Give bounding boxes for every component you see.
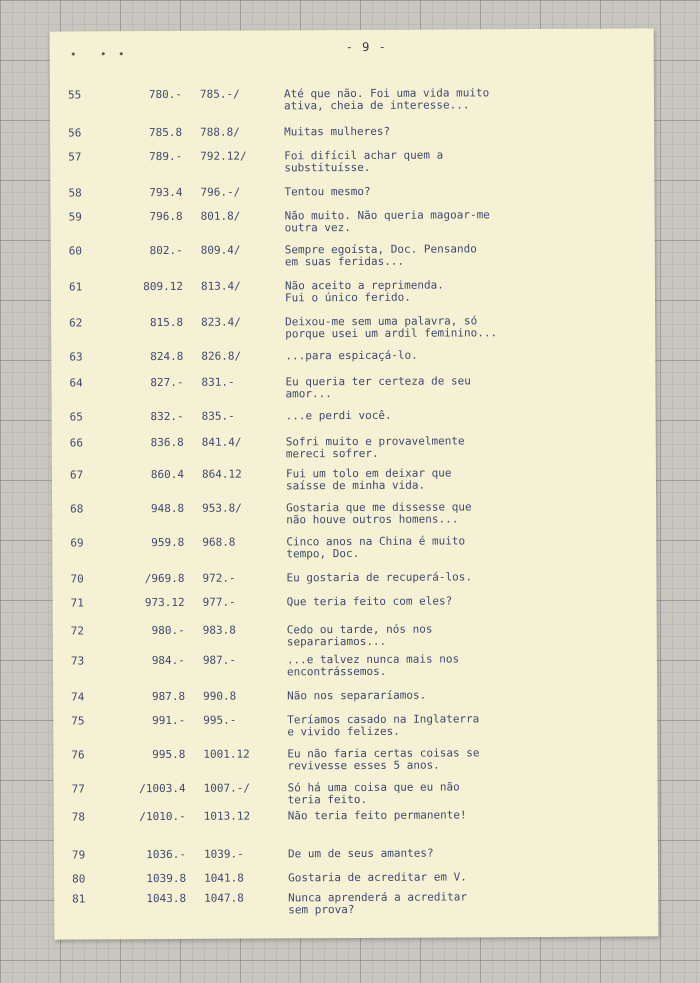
typed-page	[50, 28, 659, 939]
row-number: 76	[71, 748, 85, 762]
subtitle-text: Cedo ou tarde, nós nos separariamos...	[286, 622, 433, 649]
timecode-out: 785.-/	[199, 87, 240, 101]
subtitle-row	[54, 808, 658, 824]
timecode-out: 788.8/	[200, 125, 240, 139]
timecode-in: 995.8	[152, 747, 186, 762]
timecode-out: 987.-	[202, 653, 237, 667]
subtitle-row	[53, 594, 657, 610]
subtitle-text: ...e perdi você.	[285, 408, 392, 423]
timecode-out: 990.8	[203, 689, 237, 703]
subtitle-row	[50, 124, 654, 140]
timecode-out: 813.4/	[200, 279, 241, 293]
timecode-out: 968.8	[202, 535, 236, 549]
timecode-out: 953.8/	[202, 501, 242, 515]
subtitle-row	[52, 434, 656, 461]
subtitle-row	[52, 408, 656, 424]
subtitle-text: Gostaria de acreditar em V.	[288, 870, 467, 885]
row-number: 55	[67, 88, 82, 102]
timecode-out: 796.-/	[200, 185, 241, 199]
row-number: 81	[72, 892, 86, 906]
subtitle-row	[54, 846, 658, 862]
timecode-out: 823.4/	[201, 315, 241, 329]
subtitle-row	[54, 870, 658, 886]
punch-dot	[120, 52, 123, 55]
row-number: 78	[71, 810, 86, 824]
subtitle-row	[51, 242, 655, 269]
row-number: 69	[70, 536, 84, 550]
timecode-in: 987.8	[151, 689, 186, 704]
timecode-out: 1041.8	[204, 871, 244, 885]
subtitle-text: Só há uma coisa que eu não teria feito.	[287, 780, 460, 807]
timecode-out: 835.-	[201, 409, 235, 423]
timecode-out: 809.4/	[200, 243, 241, 257]
row-number: 75	[71, 714, 85, 728]
row-number: 67	[69, 468, 84, 482]
timecode-in: 991.-	[152, 713, 186, 728]
timecode-in: 827.-	[150, 375, 184, 390]
timecode-out: 977.-	[202, 595, 236, 609]
timecode-in: 809.12	[143, 279, 183, 294]
row-number: 58	[68, 186, 82, 200]
subtitle-text: Não nos separaríamos.	[287, 688, 427, 703]
subtitle-text: Não muito. Não queria magoar-me outra vez.	[284, 208, 490, 235]
row-number: 60	[68, 244, 83, 258]
subtitle-row	[53, 746, 657, 773]
subtitle-text: Deixou-me sem uma palavra, só porque usei um ardil feminino...	[285, 314, 498, 341]
subtitle-row	[52, 466, 656, 493]
row-number: 64	[69, 376, 83, 390]
punch-dot	[102, 52, 105, 55]
timecode-out: 1001.12	[203, 747, 250, 761]
timecode-out: 995.-	[203, 713, 237, 727]
subtitle-row	[51, 208, 655, 235]
row-number: 62	[69, 316, 83, 330]
row-number: 66	[69, 436, 84, 450]
timecode-in: 815.8	[149, 315, 184, 330]
timecode-in: /1010.-	[139, 809, 186, 824]
subtitle-row	[52, 534, 656, 561]
subtitle-row	[52, 500, 656, 527]
timecode-in: 1043.8	[146, 891, 187, 906]
subtitle-row	[54, 780, 658, 807]
subtitle-text: Fui um tolo em deixar que saísse de minha vida.	[285, 466, 452, 493]
subtitle-row	[51, 278, 655, 305]
subtitle-text: Que teria feito com eles?	[286, 594, 453, 609]
subtitle-row	[53, 688, 657, 704]
row-number: 70	[70, 572, 84, 586]
timecode-in: /1003.4	[139, 781, 186, 796]
subtitle-row	[53, 712, 657, 739]
subtitle-text: Muitas mulheres?	[284, 124, 391, 139]
timecode-in: 984.-	[151, 653, 185, 668]
subtitle-text: De um de seus amantes?	[287, 846, 434, 861]
subtitle-text: Sempre egoísta, Doc. Pensando em suas feridas...	[284, 242, 477, 269]
subtitle-list	[50, 28, 654, 917]
punch-dot	[72, 52, 75, 55]
row-number: 71	[70, 596, 84, 610]
row-number: 61	[68, 280, 83, 294]
subtitle-text: Eu gostaria de recuperá-los.	[286, 570, 472, 585]
subtitle-text: Gostaria que me dissesse que não houve outros homens...	[286, 500, 472, 527]
subtitle-row	[52, 570, 656, 586]
subtitle-row	[50, 148, 654, 175]
row-number: 59	[68, 210, 82, 224]
timecode-in: 832.-	[150, 409, 184, 424]
timecode-in: 789.-	[149, 149, 183, 164]
timecode-in: 980.-	[151, 623, 185, 638]
subtitle-text: ...e talvez nunca mais nos encontrássemos.	[286, 652, 460, 679]
row-number: 79	[71, 848, 86, 862]
row-number: 74	[71, 690, 85, 704]
timecode-out: 983.8	[202, 623, 236, 637]
subtitle-row	[53, 652, 657, 679]
row-number: 57	[68, 150, 82, 164]
timecode-in: 860.4	[150, 467, 184, 482]
timecode-out: 864.12	[201, 467, 242, 481]
subtitle-row	[50, 86, 654, 113]
timecode-in: 959.8	[151, 535, 185, 550]
timecode-out: 972.-	[202, 571, 236, 585]
row-number: 65	[69, 410, 83, 424]
timecode-out: 826.8/	[201, 349, 242, 363]
row-number: 73	[70, 654, 85, 668]
subtitle-row	[50, 184, 654, 200]
row-number: 63	[69, 350, 83, 364]
timecode-out: 1047.8	[204, 891, 244, 905]
subtitle-text: Foi difícil achar quem a substituísse.	[284, 148, 444, 175]
timecode-out: 831.-	[201, 375, 235, 389]
row-number: 72	[70, 624, 85, 638]
subtitle-text: Tentou mesmo?	[284, 184, 371, 199]
timecode-in: 802.-	[149, 243, 183, 258]
timecode-out: 1007.-/	[203, 781, 250, 795]
timecode-in: 1036.-	[146, 847, 186, 862]
subtitle-text: Não teria feito permanente!	[287, 808, 467, 823]
timecode-out: 1013.12	[203, 809, 251, 823]
timecode-in: 1039.8	[146, 871, 187, 886]
subtitle-row	[54, 890, 658, 917]
timecode-in: 836.8	[150, 435, 184, 450]
subtitle-row	[53, 622, 657, 649]
subtitle-text: Eu queria ter certeza de seu amor...	[285, 374, 471, 401]
timecode-in: 948.8	[150, 501, 185, 516]
subtitle-text: Não aceito a reprimenda. Fui o único ferido.	[284, 278, 444, 305]
subtitle-row	[51, 348, 655, 364]
timecode-in: 793.4	[149, 185, 183, 200]
timecode-in: 973.12	[144, 595, 185, 610]
row-number: 77	[71, 782, 85, 796]
timecode-in: 824.8	[150, 349, 184, 364]
subtitle-text: Sofri muito e provavelmente mereci sofrer.	[285, 434, 465, 461]
row-number: 56	[68, 126, 82, 140]
subtitle-text: ...para espicaçá-lo.	[285, 348, 418, 363]
subtitle-row	[51, 314, 655, 341]
subtitle-text: Eu não faria certas coisas se revivesse esses 5 anos.	[287, 746, 480, 773]
timecode-in: 780.-	[148, 87, 182, 102]
row-number: 68	[70, 502, 84, 516]
timecode-out: 801.8/	[200, 209, 241, 223]
subtitle-text: Até que não. Foi uma vida muito ativa, cheia de interesse...	[283, 86, 490, 113]
page-number: - 9 -	[345, 39, 387, 55]
row-number: 80	[72, 872, 86, 886]
subtitle-text: Nunca aprenderá a acreditar sem prova?	[288, 890, 468, 917]
timecode-in: 796.8	[149, 209, 183, 224]
timecode-out: 841.4/	[201, 435, 242, 449]
subtitle-row	[51, 374, 655, 401]
timecode-out: 1039.-	[203, 847, 244, 861]
subtitle-text: Cinco anos na China é muito tempo, Doc.	[286, 534, 466, 561]
timecode-in: /969.8	[144, 571, 185, 586]
subtitle-text: Teríamos casado na Inglaterra e vivido felizes.	[287, 712, 480, 739]
timecode-in: 785.8	[148, 125, 183, 140]
timecode-out: 792.12/	[200, 149, 247, 163]
